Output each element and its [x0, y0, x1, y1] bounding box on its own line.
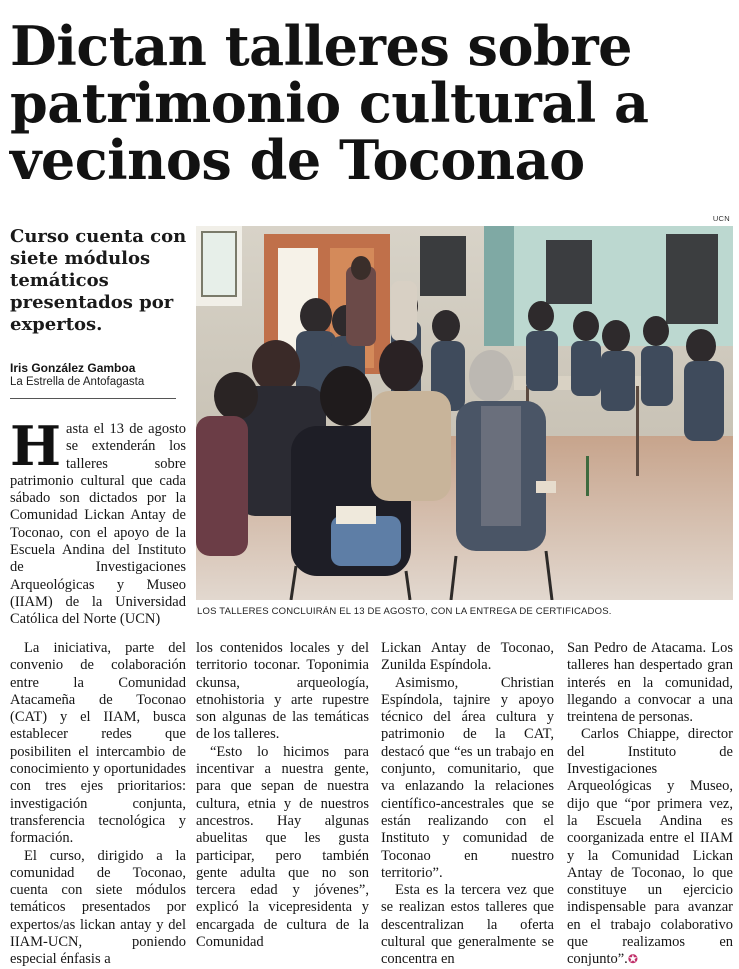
body-column-4 [567, 640, 733, 969]
body-paragraph: “Esto lo hicimos para incentivar a nuestra gente, para que sepan de nuestra cultura, etnia y de nuestros ancestros. Hay algunas abuelitas que les gusta participar, pero también gente adulta que no son tercera edad y jóvenes”, explicó la vicepresidenta y encargada de cultura de la Comunidad [196, 743, 369, 951]
body-paragraph [567, 726, 733, 968]
headline-line: vecinos de Toconao [10, 128, 585, 192]
lead-paragraph [10, 414, 186, 629]
body-paragraph: los contenidos locales y del territorio toconar. Toponimia ckunsa, arqueología, etnohistoria y arte rupestre son algunas de las temáticas de los talleres. [196, 640, 369, 743]
publication-name: La Estrella de Antofagasta [10, 376, 145, 388]
body-paragraph: El curso, dirigido a la comunidad de Toconao, cuenta con siete módulos temáticos presentados por expertos/as lickan antay y del IIAM-UCN, poniendo especial énfasis a [10, 847, 186, 968]
body-paragraph: Lickan Antay de Toconao, Zunilda Espíndola. [381, 640, 554, 674]
headline-line: patrimonio cultural a [10, 71, 649, 135]
lead-text: asta el 13 de agosto se extenderán los talleres sobre patrimonio cultural que cada sábado son dictados por la Comunidad Lickan Antay de Toconao, con el apoyo de la Escuela Andina del Instituto de Investigaciones Arqueológicas y Museo (IIAM) de la Universidad Católica del Norte (UCN) [10, 421, 186, 628]
headline [10, 14, 730, 192]
subheadline: Curso cuenta con siete módulos temáticos presentados por expertos. [10, 226, 187, 335]
drop-cap: H [10, 414, 62, 478]
body-paragraph: La iniciativa, parte del convenio de colaboración entre la Comunidad Atacameña de Toconao (CAT) y el IIAM, busca establecer redes que posibiliten el intercambio de conocimiento y oportunidades con tres ejes prioritarios: investigación conjunta, transferencia tecnológica y formación. [10, 640, 186, 847]
article-photo [196, 226, 733, 600]
body-column-1 [10, 640, 186, 969]
author-name: Iris González Gamboa [10, 361, 136, 375]
photo-caption: LOS TALLERES CONCLUIRÁN EL 13 DE AGOSTO, CON LA ENTREGA DE CERTIFICADOS. [197, 606, 612, 617]
byline [10, 361, 195, 389]
body-paragraph: Asimismo, Christian Espíndola, tajnire y apoyo técnico del área cultura y patrimonio de la CAT, destacó que “es un trabajo en conjunto, comunitario, que va enlazando la relaciones científico-ancestrales que se están realizando con el Instituto y comunidad de Toconao en nuestro territorio”. [381, 674, 554, 881]
photo-credit: UCN [712, 214, 730, 223]
body-paragraph: San Pedro de Atacama. Los talleres han despertado gran interés en la comunidad, llegando a convocar a una treintena de personas. [567, 640, 733, 726]
headline-line: Dictan talleres sobre [10, 14, 633, 78]
closing-text: Carlos Chiappe, director del Instituto de Investigaciones Arqueológicas y Museo, dijo que “por primera vez, la Escuela Andina es coorganizada entre el IIAM y la Comunidad Lickan Antay de Toconao, lo que constituye un ejercicio indispensable para avanzar en el trabajo colaborativo que realizamos en conjunto”. [567, 726, 733, 968]
body-column-2 [196, 640, 369, 951]
end-mark-icon: ✪ [627, 952, 638, 967]
body-column-3 [381, 640, 554, 969]
body-paragraph: Esta es la tercera vez que se realizan estos talleres que descentralizan la oferta cultural que generalmente se concentra en [381, 882, 554, 968]
byline-divider [10, 398, 176, 399]
